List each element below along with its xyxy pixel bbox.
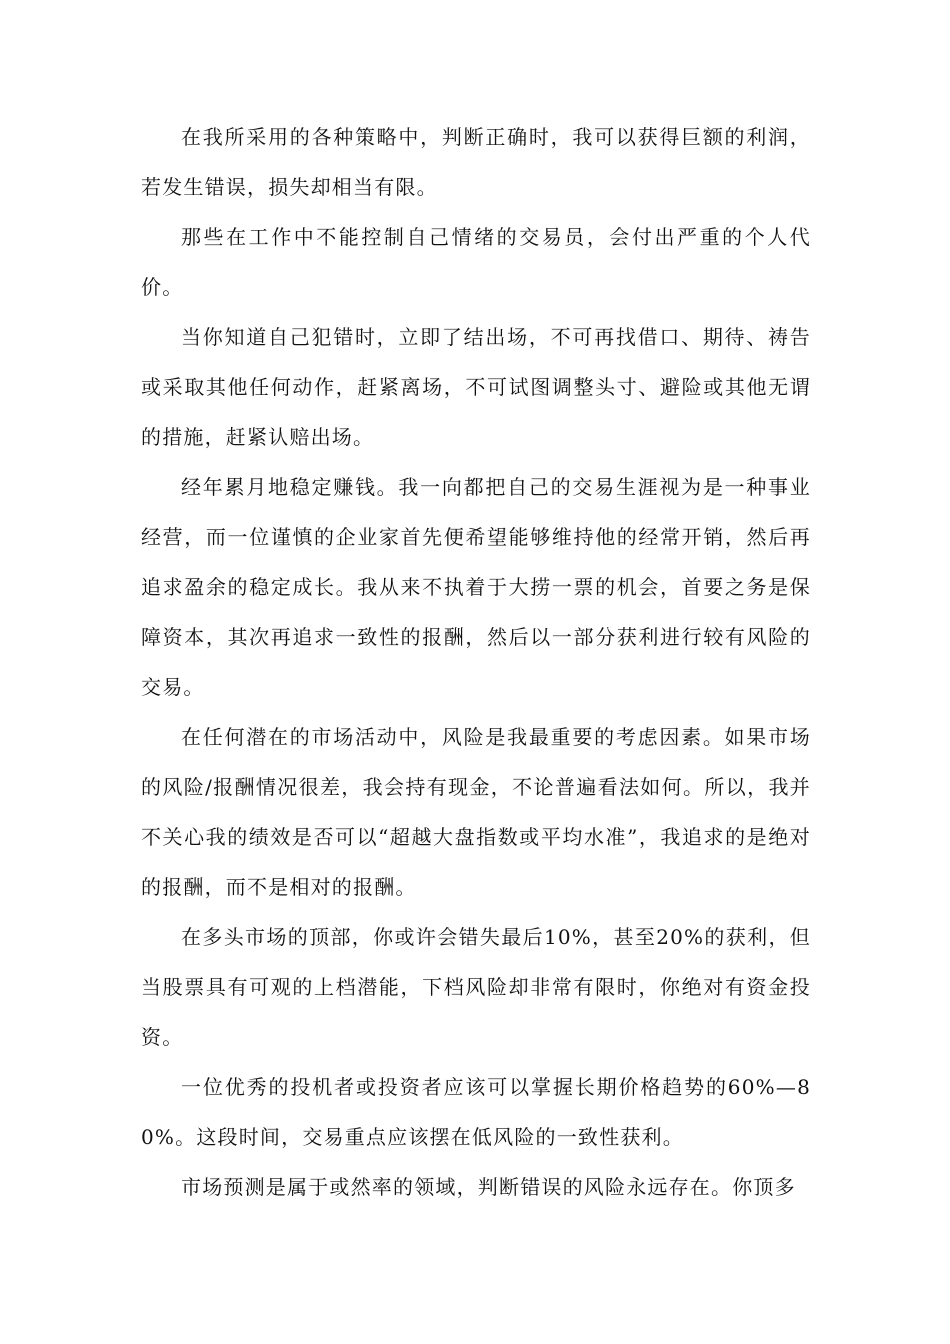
paragraph-5: 在任何潜在的市场活动中，风险是我最重要的考虑因素。如果市场的风险/报酬情况很差，我会持有现金，不论普遍看法如何。所以，我并不关心我的绩效是否可以“超越大盘指数或平均水准”，我追求的是绝对的报酬，而不是相对的报酬。 [141,725,811,899]
paragraph-4: 经年累月地稳定赚钱。我一向都把自己的交易生涯视为是一种事业经营，而一位谨慎的企业家首先便希望能够维持他的经常开销，然后再追求盈余的稳定成长。我从来不执着于大捞一票的机会，首要之务是保障资本，其次再追求一致性的报酬，然后以一部分获利进行较有风险的交易。 [141,475,811,699]
paragraph-8: 市场预测是属于或然率的领域，判断错误的风险永远存在。你顶多 [181,1175,796,1199]
paragraph-7: 一位优秀的投机者或投资者应该可以掌握长期价格趋势的60%—80%。这段时间，交易重点应该摆在低风险的一致性获利。 [141,1075,811,1149]
document-body [141,112,811,1212]
paragraph-1: 在我所采用的各种策略中，判断正确时，我可以获得巨额的利润，若发生错误，损失却相当有限。 [141,125,811,199]
paragraph-3: 当你知道自己犯错时，立即了结出场，不可再找借口、期待、祷告或采取其他任何动作，赶紧离场，不可试图调整头寸、避险或其他无谓的措施，赶紧认赔出场。 [141,325,811,449]
paragraph-2: 那些在工作中不能控制自己情绪的交易员，会付出严重的个人代价。 [141,225,811,299]
paragraph-6: 在多头市场的顶部，你或许会错失最后10%，甚至20%的获利，但当股票具有可观的上档潜能，下档风险却非常有限时，你绝对有资金投资。 [141,925,811,1049]
